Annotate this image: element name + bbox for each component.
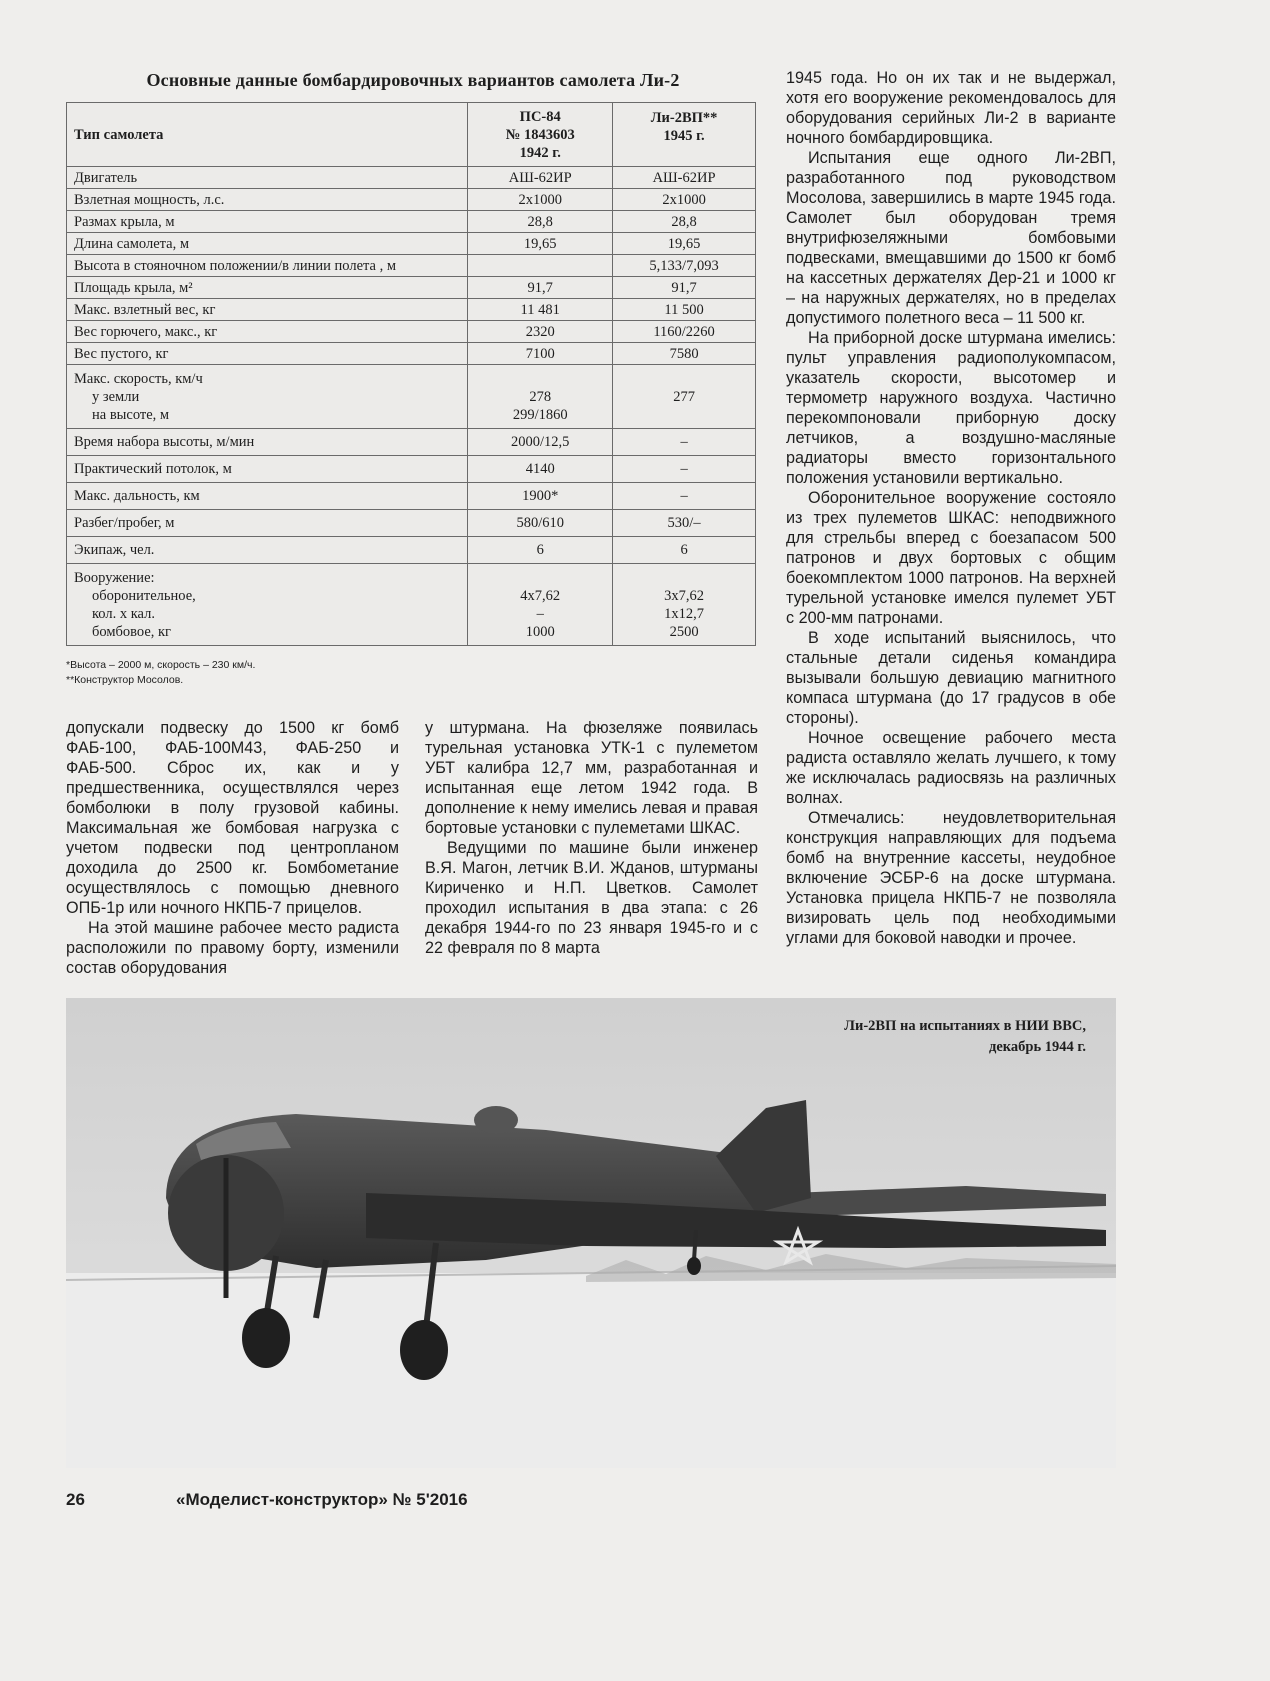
- footnote-designer: **Конструктор Мосолов.: [66, 674, 184, 686]
- header-li2vp: Ли-2ВП** 1945 г.: [613, 103, 756, 167]
- row-value: 1900*: [468, 483, 613, 510]
- row-value: 4140: [468, 456, 613, 483]
- table-row: [67, 167, 756, 189]
- row-value: 91,7: [613, 277, 756, 299]
- wheel-left: [242, 1308, 290, 1368]
- photo-caption: Ли-2ВП на испытаниях в НИИ ВВС, декабрь 1944 г.: [844, 1018, 1086, 1055]
- paragraph: Ночное освещение рабочего места радиста оставляло желать лучшего, к тому же исключалась радиосвязь на различных волнах.: [786, 729, 1116, 807]
- table-row: [67, 277, 756, 299]
- table-header-row: [67, 103, 756, 167]
- specs-table: [66, 102, 756, 646]
- middle-column-text: [425, 718, 758, 958]
- row-value: 2x1000: [468, 189, 613, 211]
- tail-wheel: [687, 1257, 701, 1275]
- row-label: Экипаж, чел.: [67, 537, 468, 564]
- magazine-issue: «Моделист-конструктор» № 5'2016: [176, 1490, 468, 1509]
- paragraph: Ведущими по машине были инженер В.Я. Магон, летчик В.И. Жданов, штурманы Кириченко и Н.П. Цветков. Самолет проходил испытания в два этапа: с 26 декабря 1944-го по 23 января 1945-го и с 22 февраля по 8 марта: [425, 839, 758, 957]
- table-row: [67, 189, 756, 211]
- table-row: [67, 483, 756, 510]
- paragraph: Отмечались: неудовлетворительная конструкция направляющих для подъема бомб на внутренние кассеты, неудобное включение ЭСБР-6 на доске штурмана. Установка прицела НКПБ-7 не позволяла визировать цель под необходимыми углами для боковой наводки и прочее.: [786, 809, 1116, 947]
- row-label: Площадь крыла, м²: [67, 277, 468, 299]
- row-value: 530/–: [613, 510, 756, 537]
- paragraph: допускали подвеску до 1500 кг бомб ФАБ-100, ФАБ-100М43, ФАБ-250 и ФАБ-500. Сброс их, как и у предшественника, осуществлялся через бомболюки в полу грузовой кабины. Максимальная же бомбовая нагрузка с учетом подвески под центропланом доходила до 2500 кг. Бомбометание осуществлялось с помощью дневного ОПБ-1р или ночного НКПБ-7 прицелов.: [66, 719, 399, 917]
- row-label: Размах крыла, м: [67, 211, 468, 233]
- row-label: Макс. дальность, км: [67, 483, 468, 510]
- row-value: –: [613, 456, 756, 483]
- row-label: Разбег/пробег, м: [67, 510, 468, 537]
- row-value: 580/610: [468, 510, 613, 537]
- row-label: Длина самолета, м: [67, 233, 468, 255]
- table-row: [67, 299, 756, 321]
- tail-gear: [694, 1230, 696, 1260]
- table-row: [67, 321, 756, 343]
- paragraph: 1945 года. Но он их так и не выдержал, хотя его вооружение рекомендовалось для оборудования серийных Ли-2 в варианте ночного бомбардировщика.: [786, 69, 1116, 147]
- table-row-armament: Вооружение: оборонительное, кол. х кал. бомбовое, кг 4x7,62 – 1000 3x7,62 1x12,7 2500: [67, 564, 756, 646]
- row-value: 2x1000: [613, 189, 756, 211]
- row-value: 6: [613, 537, 756, 564]
- row-value: 28,8: [468, 211, 613, 233]
- row-value: 2320: [468, 321, 613, 343]
- paragraph: На этой машине рабочее место радиста расположили по правому борту, изменили состав оборудования: [66, 919, 399, 977]
- row-value: АШ-62ИР: [468, 167, 613, 189]
- row-value: 28,8: [613, 211, 756, 233]
- table-footnotes: [66, 658, 255, 688]
- table-row: [67, 233, 756, 255]
- row-value: 7580: [613, 343, 756, 365]
- snow-ground: [66, 1273, 1116, 1468]
- table-row: [67, 211, 756, 233]
- li2vp-aircraft-illustration: [66, 998, 1116, 1468]
- wheel-right: [400, 1320, 448, 1380]
- row-label: Практический потолок, м: [67, 456, 468, 483]
- row-value: 11 500: [613, 299, 756, 321]
- row-label: Взлетная мощность, л.с.: [67, 189, 468, 211]
- row-label: Макс. взлетный вес, кг: [67, 299, 468, 321]
- row-label: Время набора высоты, м/мин: [67, 429, 468, 456]
- aircraft-photo: [66, 998, 1116, 1468]
- row-value: –: [613, 429, 756, 456]
- right-column-text: [786, 68, 1116, 948]
- row-value: 1160/2260: [613, 321, 756, 343]
- row-value: 11 481: [468, 299, 613, 321]
- paragraph: В ходе испытаний выяснилось, что стальные детали сиденья командира вызывали большую девиацию магнитного компаса штурмана (до 17 градусов в обе стороны).: [786, 629, 1116, 727]
- paragraph: у штурмана. На фюзеляже появилась турельная установка УТК-1 с пулеметом УБТ калибра 12,7 мм, разработанная и испытанная еще летом 1942 года. В дополнение к нему имелись левая и правая бортовые установки с пулеметами ШКАС.: [425, 719, 758, 837]
- footnote-altitude: *Высота – 2000 м, скорость – 230 км/ч.: [66, 659, 256, 671]
- table-row: [67, 537, 756, 564]
- row-label: Вес горючего, макс., кг: [67, 321, 468, 343]
- paragraph: На приборной доске штурмана имелись: пульт управления радиополукомпасом, указатель скорости, высотомер и термометр наружного воздуха. Частично перекомпоновали приборную доску летчиков, а воздушно-масляные радиаторы вместо горизонтального положения установили вертикально.: [786, 329, 1116, 487]
- table-title: Основные данные бомбардировочных вариантов самолета Ли-2: [146, 70, 680, 90]
- row-value: 2000/12,5: [468, 429, 613, 456]
- paragraph: Испытания еще одного Ли-2ВП, разработанного под руководством Мосолова, завершились в марте 1945 года. Самолет был оборудован тремя внутрифюзеляжными бомбовыми подвесками, вмещавшими до 1500 кг бомб на кассетных держателях Дер-21 и 1000 кг – на наружных держателях, но в пределах допустимого полетного веса – 11 500 кг.: [786, 149, 1116, 327]
- row-value: –: [613, 483, 756, 510]
- utk1-turret: [474, 1106, 518, 1134]
- row-value: 91,7: [468, 277, 613, 299]
- table-row: [67, 343, 756, 365]
- table-row: [67, 255, 756, 277]
- row-value: 19,65: [613, 233, 756, 255]
- row-label: Высота в стояночном положении/в линии полета , м: [67, 255, 468, 277]
- table-row: [67, 456, 756, 483]
- table-row-speed: Макс. скорость, км/ч у земли на высоте, м 278 299/1860 277: [67, 365, 756, 429]
- row-value: 19,65: [468, 233, 613, 255]
- row-label: Двигатель: [67, 167, 468, 189]
- row-value: 6: [468, 537, 613, 564]
- row-label: Вес пустого, кг: [67, 343, 468, 365]
- table-row: [67, 429, 756, 456]
- header-type-label: Тип самолета: [67, 103, 468, 167]
- header-ps84: ПС-84 № 1843603 1942 г.: [468, 103, 613, 167]
- row-value: 5,133/7,093: [613, 255, 756, 277]
- table-row: [67, 510, 756, 537]
- row-value: [468, 255, 613, 277]
- row-value: АШ-62ИР: [613, 167, 756, 189]
- row-value: 7100: [468, 343, 613, 365]
- paragraph: Оборонительное вооружение состояло из трех пулеметов ШКАС: неподвижного для стрельбы вперед с боезапасом 500 патронов и двух бортовых с общим боекомплектом 1000 патронов. На верхней турельной установке имелся пулемет УБТ с 200-мм патронами.: [786, 489, 1116, 627]
- left-column-text: [66, 718, 399, 978]
- page-number: 26: [66, 1490, 85, 1509]
